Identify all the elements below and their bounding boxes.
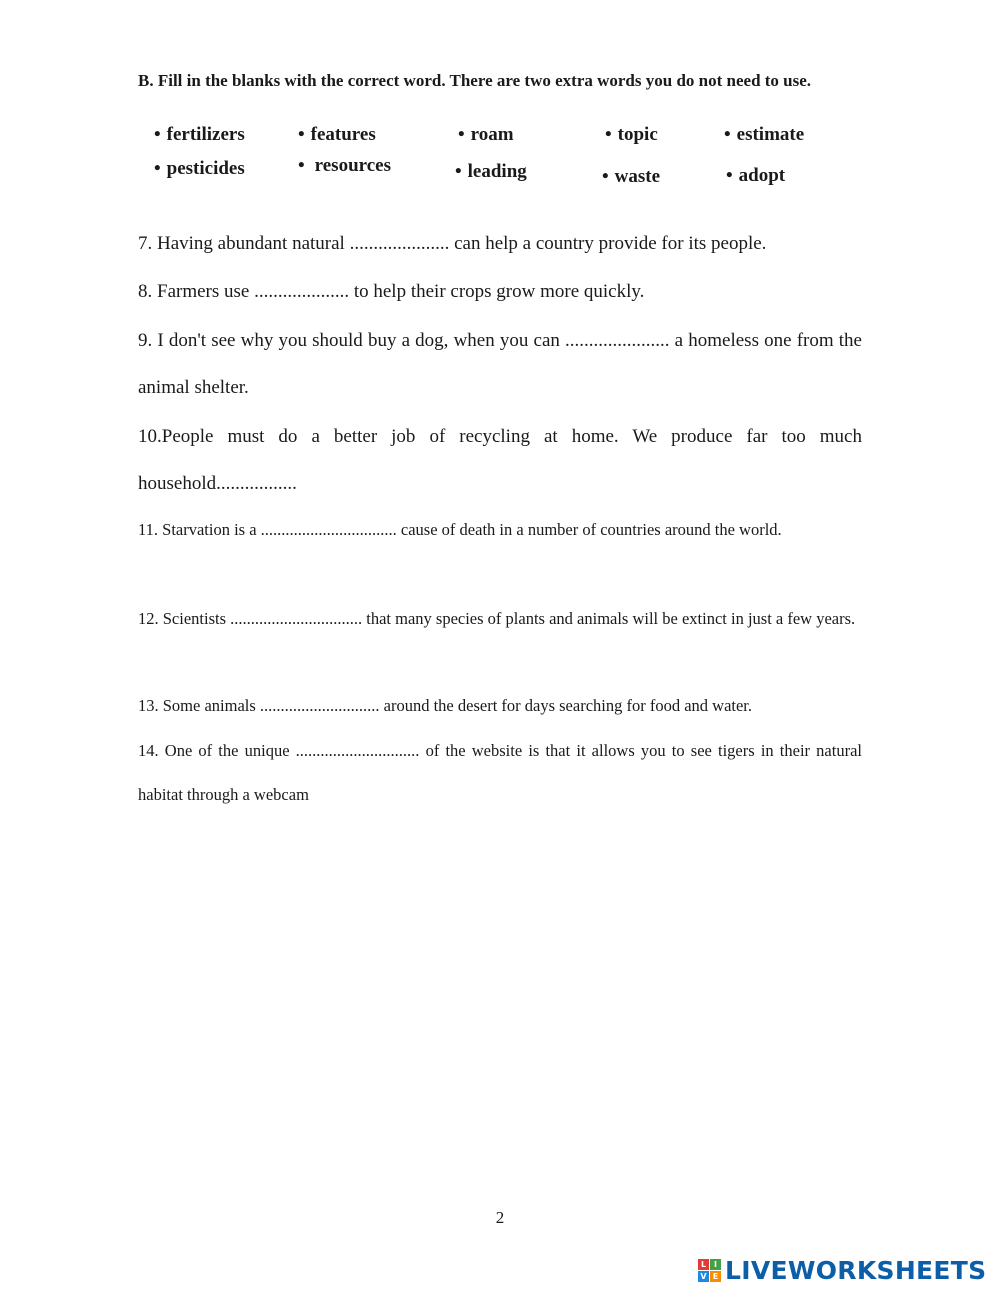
brand-name: LIVEWORKSHEETS	[725, 1255, 987, 1285]
page-number: 2	[495, 1208, 505, 1227]
bullet: •	[154, 158, 161, 179]
word-bank-item: • topic	[605, 124, 658, 145]
bullet: •	[298, 124, 305, 145]
word-bank-item: • waste	[602, 166, 661, 187]
word-bank-item: • pesticides	[154, 158, 245, 179]
live-logo-icon: L I V E	[698, 1259, 721, 1282]
instructions: B. Fill in the blanks with the correct word. There are two extra words you do not need to use.	[138, 71, 812, 90]
word-bank-item: • features	[298, 124, 376, 145]
bullet: •	[458, 124, 465, 145]
word-bank-item: • estimate	[724, 124, 805, 145]
question-8: 8. Farmers use .................... to help their crops grow more quickly.	[138, 281, 645, 302]
question-14: 14. One of the unique .............................. of the website is that it allows you to see tigers in their natural habitat through a webcam	[138, 741, 862, 804]
question-7: 7. Having abundant natural ..................... can help a country provide for its people.	[138, 233, 767, 254]
bullet: •	[154, 124, 161, 145]
bullet: •	[724, 124, 731, 145]
bullet: •	[455, 161, 462, 182]
question-10: 10.People must do a better job of recycling at home. We produce far too much household.................	[138, 426, 862, 494]
word-bank-item: • fertilizers	[154, 124, 245, 145]
question-9: 9. I don't see why you should buy a dog, when you can ...................... a homeless one from the animal shelter.	[138, 330, 862, 398]
liveworksheets-logo	[698, 1254, 986, 1286]
bullet: •	[726, 165, 733, 186]
word-bank-item: • resources	[298, 155, 391, 176]
bullet: •	[298, 155, 305, 176]
bullet: •	[602, 166, 609, 187]
question-12: 12. Scientists ................................ that many species of plants and animals will be extinct in just a few years.	[138, 609, 856, 628]
word-bank-item: • adopt	[726, 165, 786, 186]
bullet: •	[605, 124, 612, 145]
word-bank-item: • leading	[455, 161, 527, 182]
word-bank-item: • roam	[458, 124, 514, 145]
question-11: 11. Starvation is a ................................. cause of death in a number of countries around the world.	[138, 520, 782, 539]
question-13: 13. Some animals ............................. around the desert for days searching for food and water.	[138, 696, 753, 715]
